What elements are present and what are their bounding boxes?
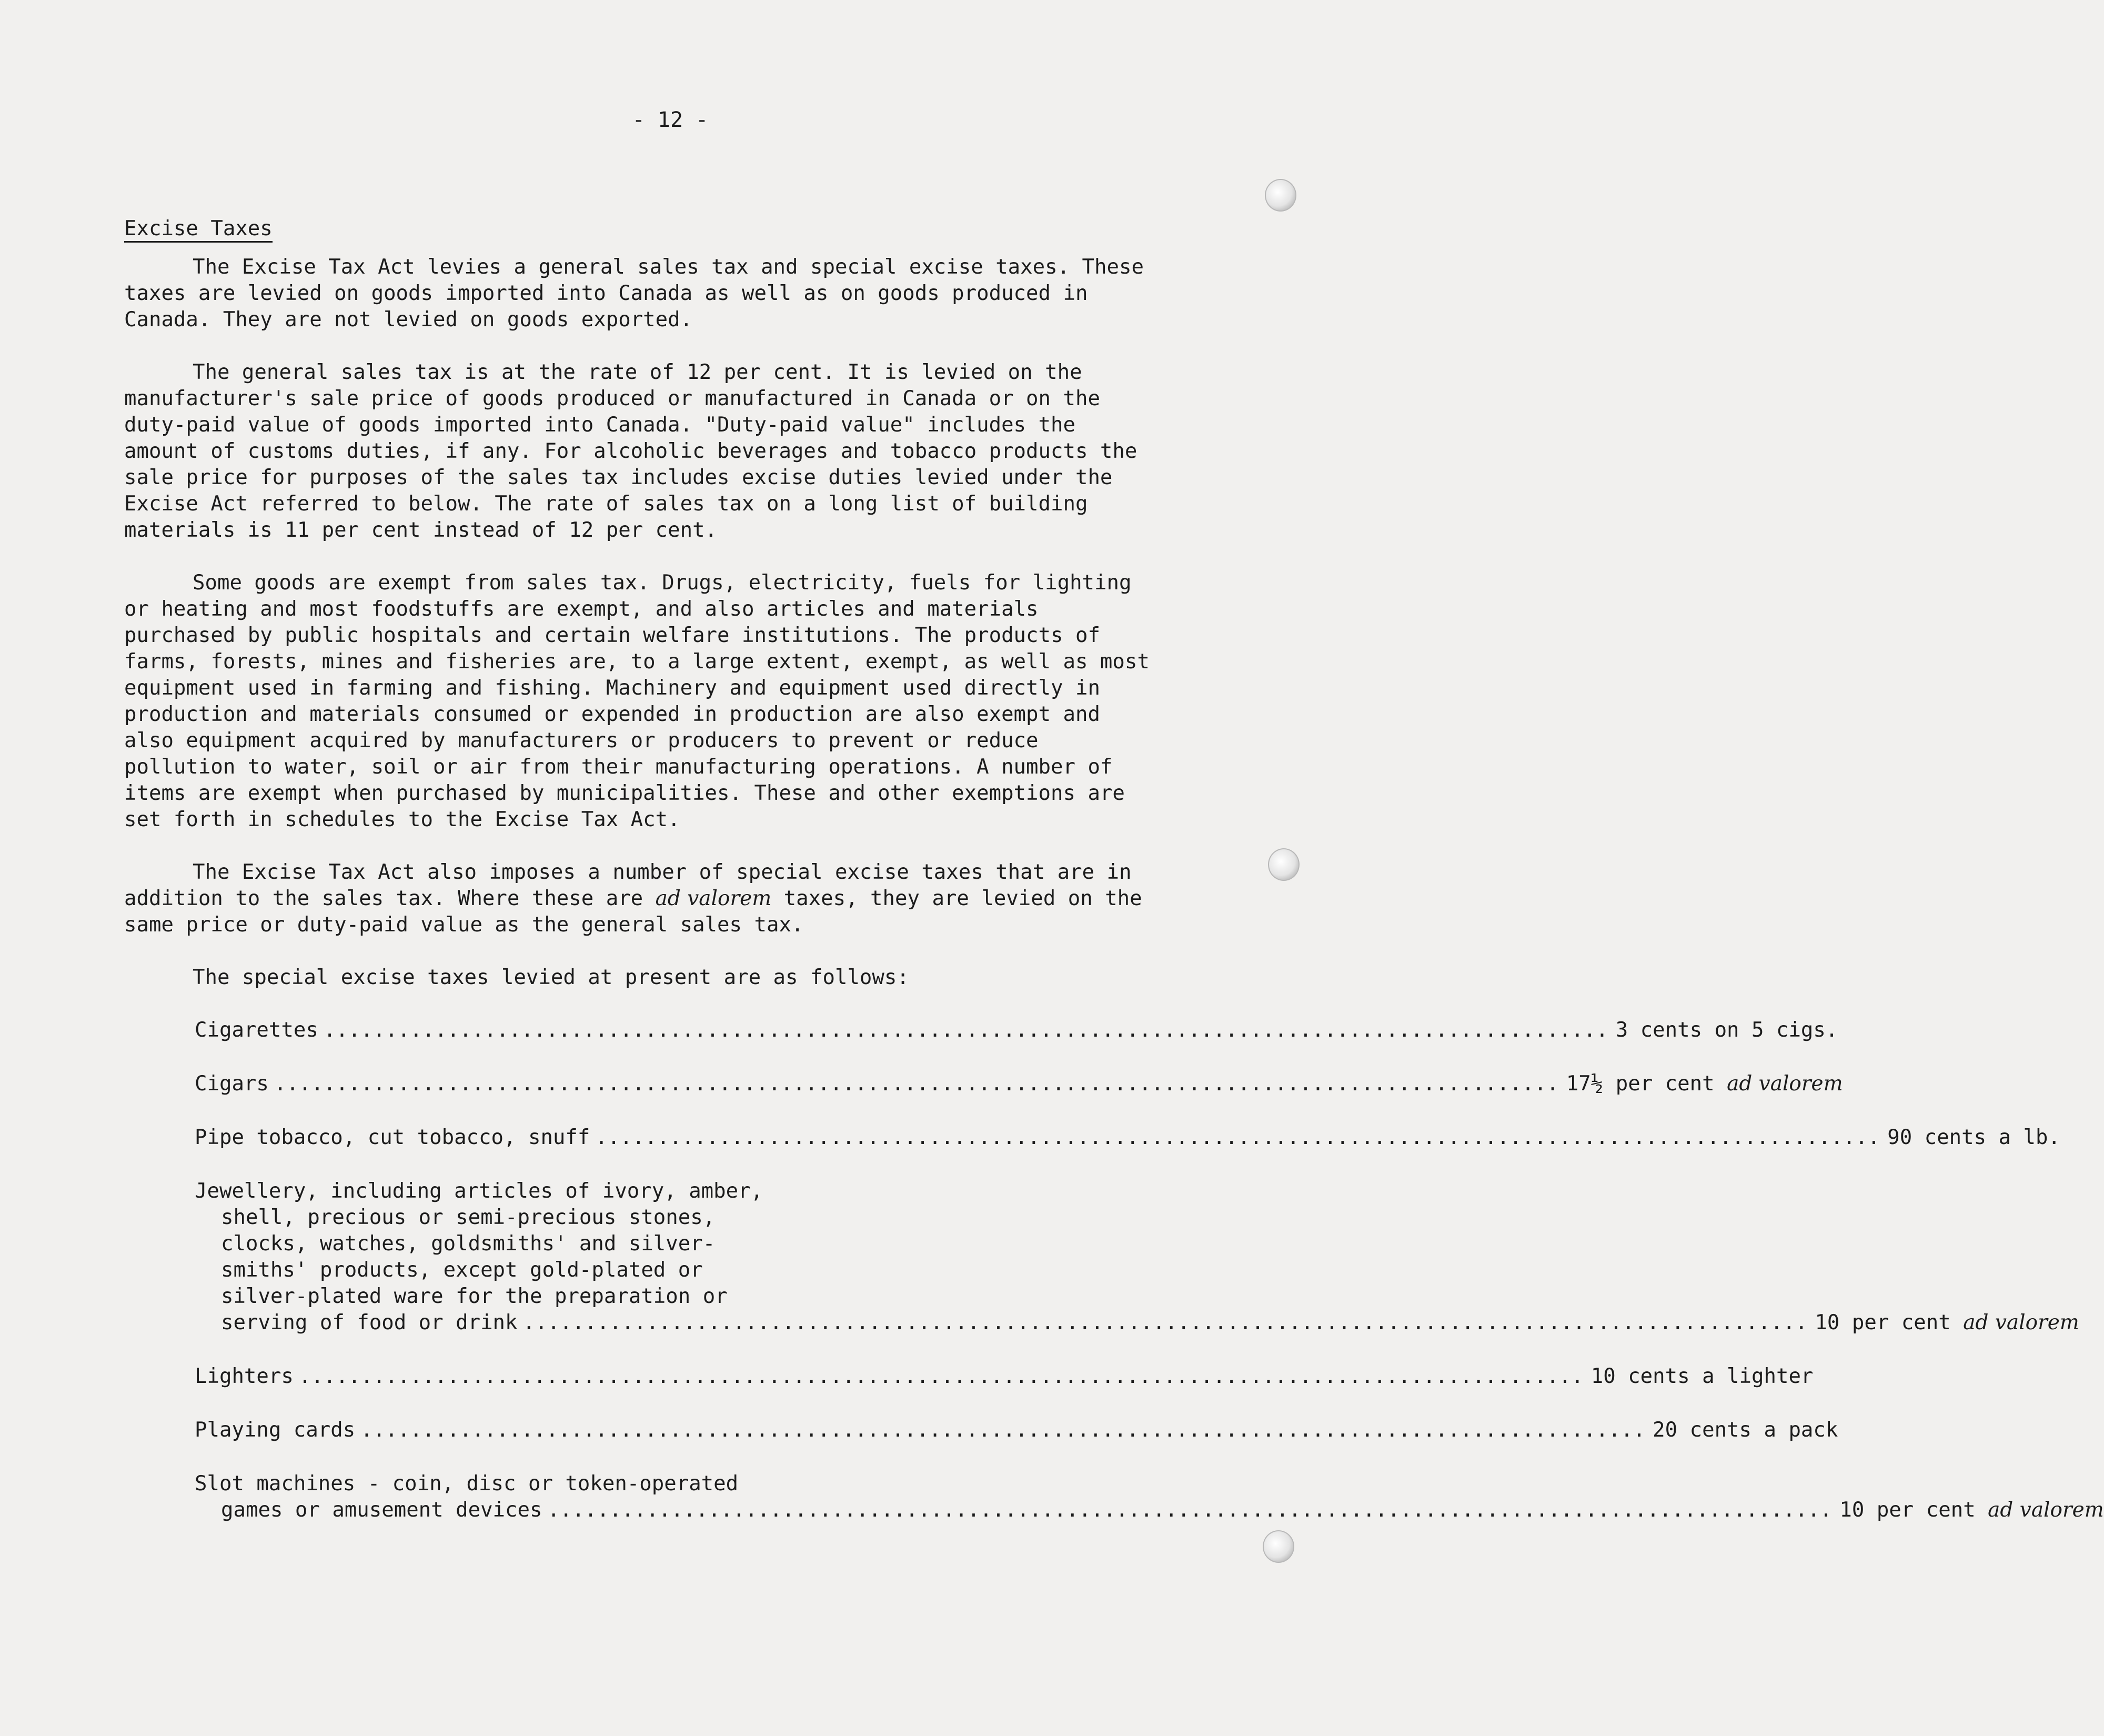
item-description: Cigars [195, 1072, 269, 1096]
tax-item-playing-cards [195, 1417, 1838, 1443]
item-description-line: serving of food or drink [221, 1311, 518, 1334]
section-heading: Excise Taxes [124, 217, 273, 243]
item-rate-amount: 10 per cent [1839, 1498, 1976, 1522]
tax-item-cigars [195, 1071, 1843, 1097]
item-description-line: games or amusement devices [221, 1498, 542, 1522]
paragraph-3: Some goods are exempt from sales tax. Drugs, electricity, fuels for lighting or heating and most foodstuffs are exempt, and also articles and materials purchased by public hospitals and certain welfare institutions. The products of farms, forests, mines and fisheries are, to a large extent, exempt, as well as most equipment used in farming and fishing. Machinery and equipment used directly in production and materials consumed or expended in production are also exempt and also equipment acquired by manufacturers or producers to prevent or reduce pollution to water, soil or air from their manufacturing operations. A number of items are exempt when purchased by municipalities. These and other exemptions are set forth in schedules to the Excise Tax Act. [124, 571, 1150, 831]
paragraph-4-text: The Excise Tax Act also imposes a number of special excise taxes that are in addition to the sales tax. Where these are [124, 860, 1132, 910]
item-rate: 3 cents on 5 cigs. [1615, 1018, 1838, 1042]
item-description-line: Slot machines - coin, disc or token-operated [195, 1472, 739, 1496]
item-description: Pipe tobacco, cut tobacco, snuff [195, 1126, 590, 1149]
item-rate: 20 cents a pack [1653, 1418, 1838, 1442]
item-rate-italic: ad valorem [1988, 1498, 2104, 1522]
item-rate: 90 cents a lb. [1887, 1126, 2061, 1149]
tax-item-pipe-tobacco [195, 1125, 2061, 1151]
item-rate [1815, 1310, 2079, 1336]
tax-item-slot-machines [195, 1471, 2104, 1523]
paragraph-2: The general sales tax is at the rate of 12 per cent. It is levied on the manufacturer's sale price of goods produced or manufactured in Canada or on the duty-paid value of goods imported into Canada. "Duty-paid value" includes the amount of customs duties, if any. For alcoholic beverages and tobacco products the sale price for purposes of the sales tax includes excise duties levied under the Excise Act referred to below. The rate of sales tax on a long list of building materials is 11 per cent instead of 12 per cent. [124, 360, 1137, 542]
item-rate-italic: ad valorem [1727, 1072, 1843, 1096]
dot-leader: ........................................................................................................ [595, 1126, 1880, 1149]
item-rate [1839, 1497, 2103, 1523]
item-rate-italic: ad valorem [1963, 1311, 2079, 1334]
dot-leader: ........................................................................................................ [298, 1364, 1584, 1388]
item-description-line: clocks, watches, goldsmiths' and silver- [221, 1232, 716, 1256]
item-description-line: smiths' products, except gold-plated or [221, 1258, 703, 1282]
binder-hole-middle [1268, 848, 1300, 881]
excise-tax-list [124, 1017, 2104, 1523]
item-rate-amount: 10 per cent [1815, 1311, 1951, 1334]
paragraph-4-italic: ad valorem [655, 887, 772, 910]
tax-item-cigarettes [195, 1017, 1838, 1043]
binder-hole-bottom [1263, 1530, 1294, 1563]
item-rate [1566, 1071, 1843, 1097]
paragraph-4-text-end: taxes, they are levied on the same price or duty-paid value as the general sales tax. [124, 887, 1142, 937]
tax-item-lighters [195, 1363, 1814, 1390]
item-rate: 10 cents a lighter [1590, 1364, 1814, 1388]
dot-leader: ........................................................................................................ [274, 1072, 1559, 1096]
item-description: Cigarettes [195, 1018, 318, 1042]
dot-leader: ........................................................................................................ [323, 1018, 1608, 1042]
paragraph-1: The Excise Tax Act levies a general sales tax and special excise taxes. These taxes are levied on goods imported into Canada as well as on goods produced in Canada. They are not levied on goods exported. [124, 255, 1144, 332]
page-number: - 12 - [632, 108, 709, 132]
item-description-line: Jewellery, including articles of ivory, amber, [195, 1179, 763, 1203]
item-description: Lighters [195, 1364, 294, 1388]
dot-leader: ........................................................................................................ [547, 1498, 1833, 1522]
item-description-line: shell, precious or semi-precious stones, [221, 1206, 716, 1229]
dot-leader: ........................................................................................................ [522, 1311, 1808, 1334]
item-description-line: silver-plated ware for the preparation or [221, 1285, 728, 1308]
paragraph-4 [124, 859, 1150, 938]
tax-list-intro: The special excise taxes levied at present are as follows: [193, 966, 909, 989]
item-description: Playing cards [195, 1418, 356, 1442]
document-body [124, 216, 2104, 1551]
tax-item-jewellery [195, 1178, 2079, 1336]
binder-hole-top [1265, 179, 1296, 212]
item-rate-amount: 17½ per cent [1566, 1072, 1715, 1096]
dot-leader: ........................................................................................................ [360, 1418, 1646, 1442]
